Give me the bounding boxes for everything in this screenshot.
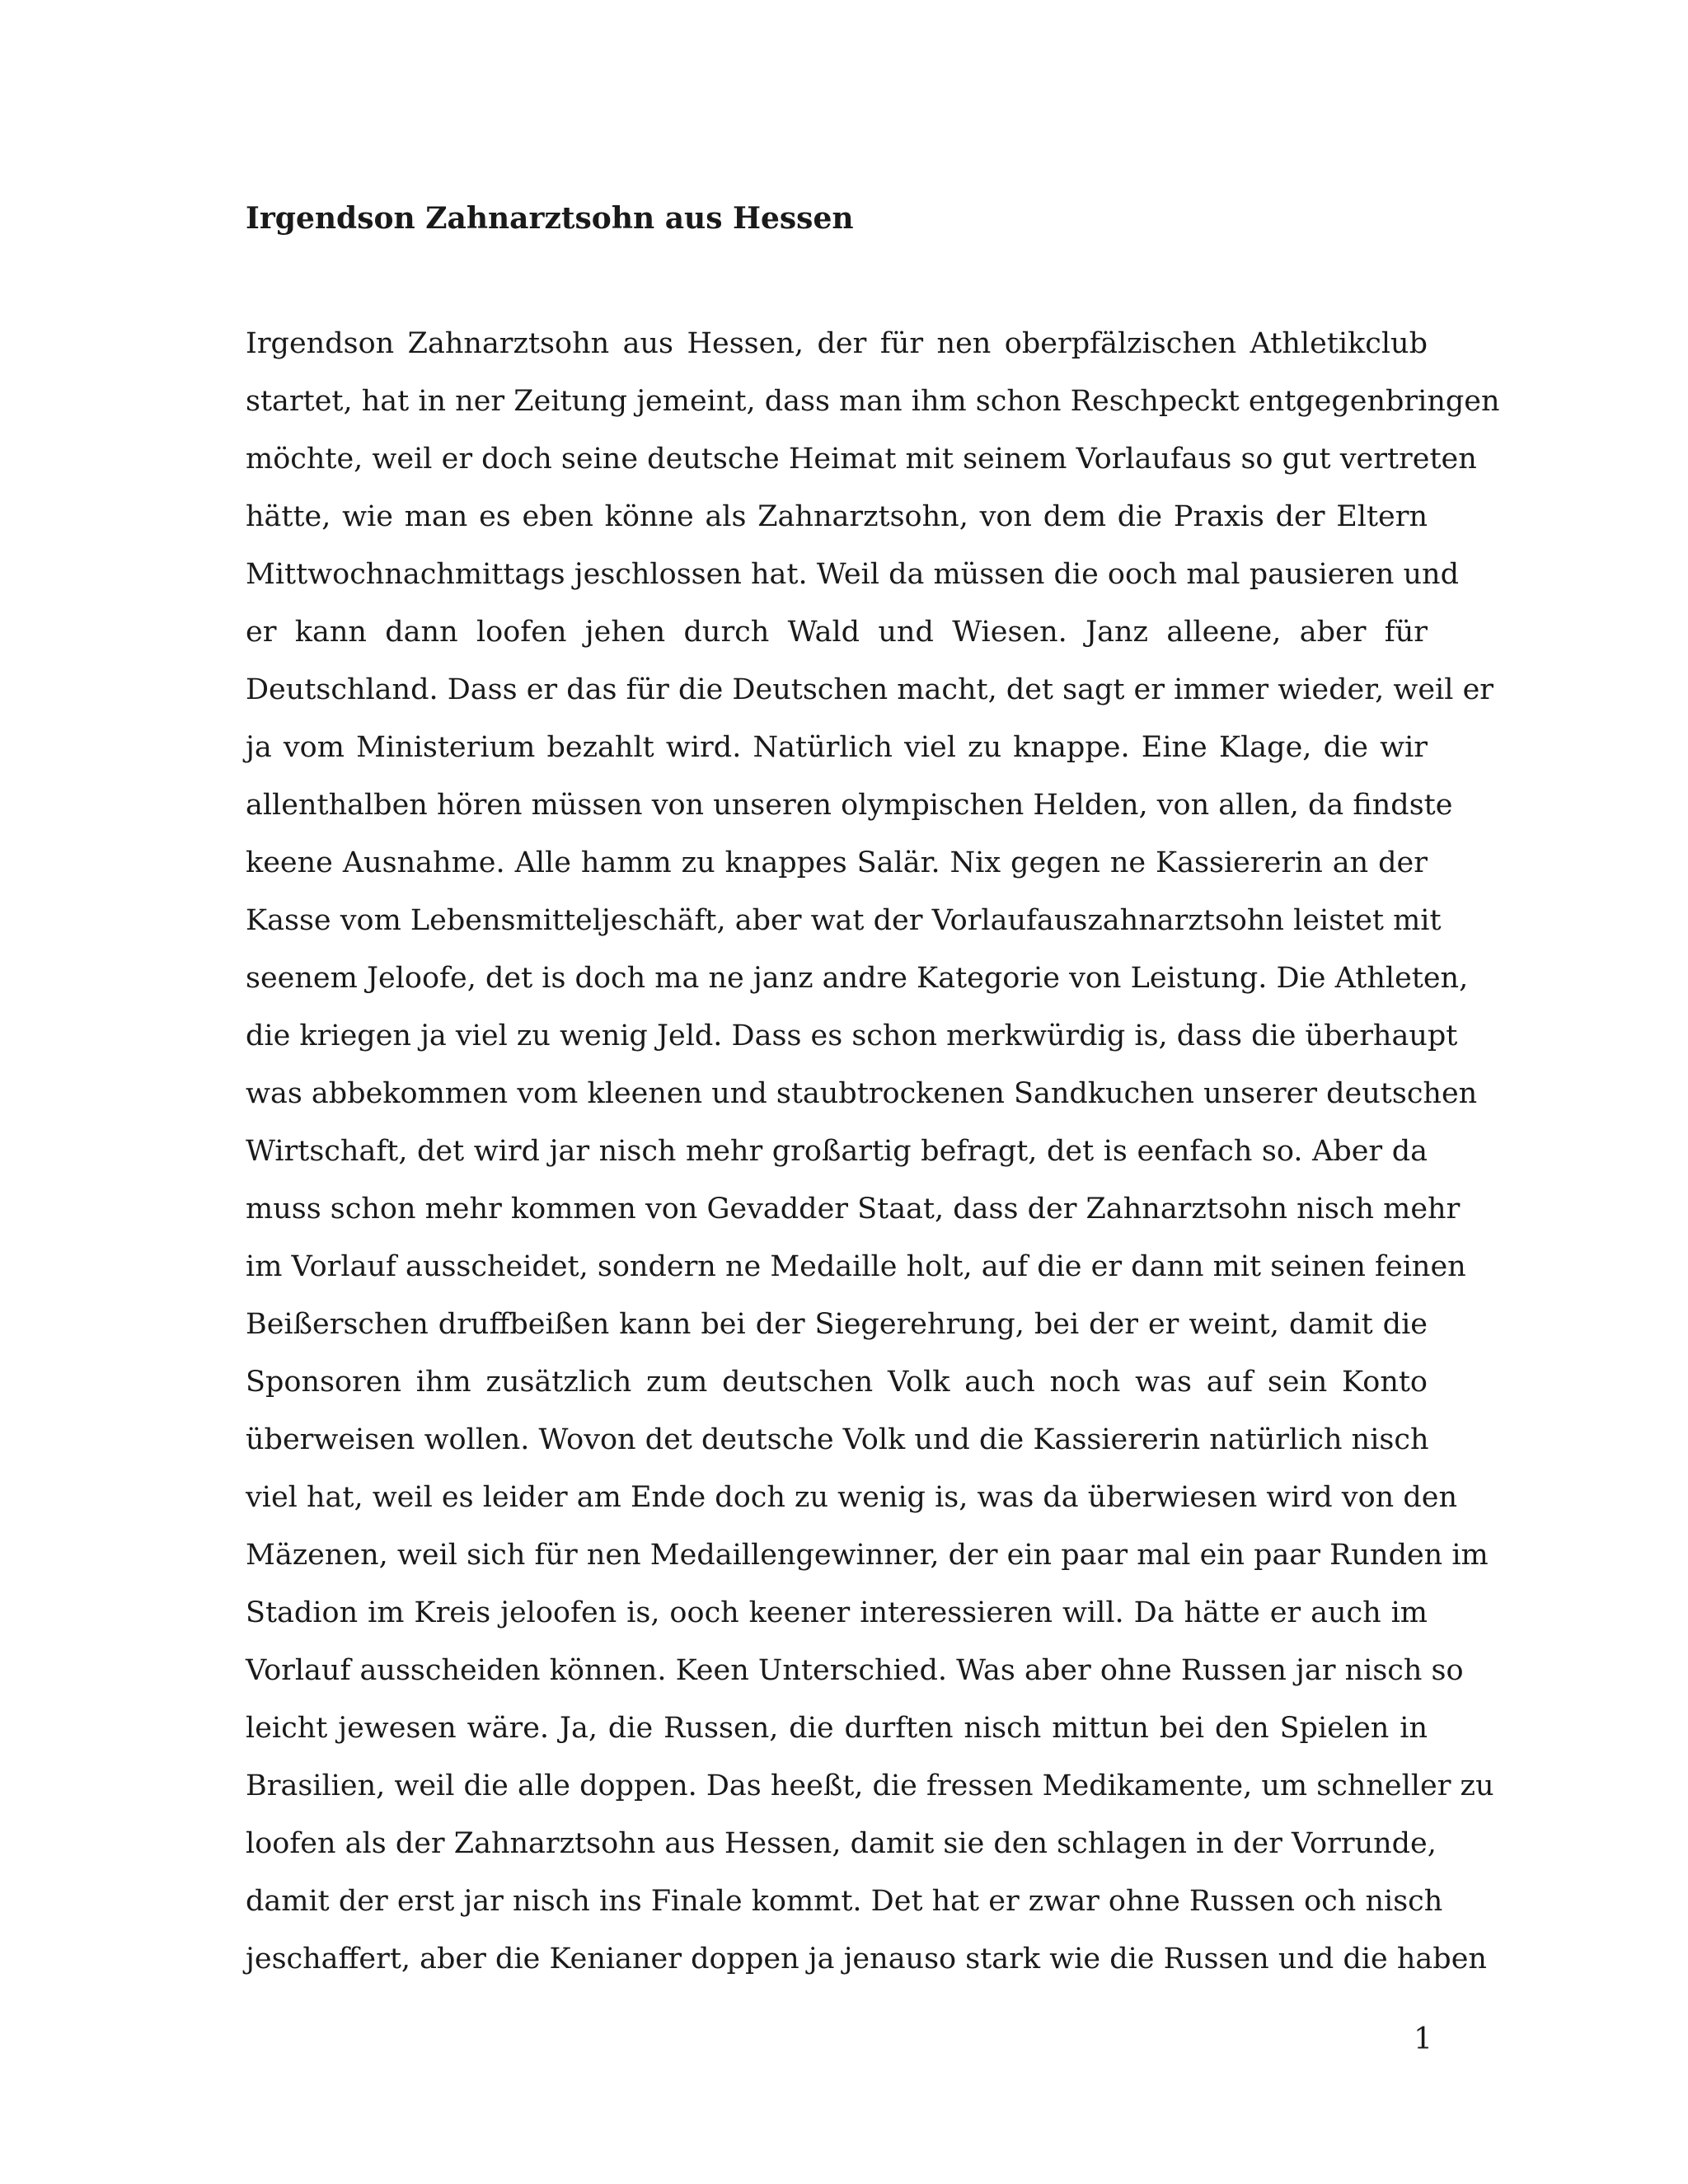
text-line: startet, hat in ner Zeitung jemeint, dass man ihm schon Reschpeckt entgegenbringen	[246, 385, 1500, 418]
text-line: Vorlauf ausscheiden können. Keen Unterschied. Was aber ohne Russen jar nisch so	[246, 1654, 1464, 1687]
text-line: überweisen wollen. Wovon det deutsche Volk und die Kassiererin natürlich nisch	[246, 1423, 1429, 1456]
body-text	[246, 315, 1500, 1988]
text-line: keene Ausnahme. Alle hamm zu knappes Salär. Nix gegen ne Kassiererin an der	[246, 846, 1428, 879]
text-line: hätte, wie man es eben könne als Zahnarztsohn, von dem die Praxis der Eltern	[246, 500, 1428, 533]
text-line: im Vorlauf ausscheidet, sondern ne Medaille holt, auf die er dann mit seinen feinen	[246, 1250, 1466, 1283]
text-line: leicht jewesen wäre. Ja, die Russen, die durften nisch mittun bei den Spielen in	[246, 1712, 1428, 1745]
text-line: er kann dann loofen jehen durch Wald und Wiesen. Janz alleene, aber für	[246, 616, 1428, 649]
text-line: Kasse vom Lebensmitteljeschäft, aber wat der Vorlaufauszahnarztsohn leistet mit	[246, 904, 1442, 937]
text-line: Deutschland. Dass er das für die Deutschen macht, det sagt er immer wieder, weil er	[246, 673, 1494, 706]
text-line: möchte, weil er doch seine deutsche Heimat mit seinem Vorlaufaus so gut vertreten	[246, 443, 1477, 476]
text-line: muss schon mehr kommen von Gevadder Staat, dass der Zahnarztsohn nisch mehr	[246, 1193, 1461, 1226]
text-line: jeschaffert, aber die Kenianer doppen ja jenauso stark wie die Russen und die haben	[246, 1943, 1487, 1975]
text-line: seenem Jeloofe, det is doch ma ne janz andre Kategorie von Leistung. Die Athleten,	[246, 962, 1469, 995]
text-line: ja vom Ministerium bezahlt wird. Natürlich viel zu knappe. Eine Klage, die wir	[246, 731, 1428, 764]
page-number: 1	[1414, 2022, 1432, 2056]
text-line: Irgendson Zahnarztsohn aus Hessen, der für nen oberpfälzischen Athletikclub	[246, 327, 1428, 360]
text-line: Wirtschaft, det wird jar nisch mehr großartig befragt, det is eenfach so. Aber da	[246, 1135, 1428, 1168]
text-line: viel hat, weil es leider am Ende doch zu wenig is, was da überwiesen wird von den	[246, 1481, 1457, 1514]
text-line: Beißerschen druffbeißen kann bei der Siegerehrung, bei der er weint, damit die	[246, 1308, 1428, 1341]
text-line: Sponsoren ihm zusätzlich zum deutschen Volk auch noch was auf sein Konto	[246, 1366, 1428, 1399]
text-line: allenthalben hören müssen von unseren olympischen Helden, von allen, da findste	[246, 789, 1453, 822]
text-line: loofen als der Zahnarztsohn aus Hessen, damit sie den schlagen in der Vorrunde,	[246, 1827, 1437, 1860]
text-line: Brasilien, weil die alle doppen. Das heeßt, die fressen Medikamente, um schneller zu	[246, 1769, 1494, 1802]
text-line: Mäzenen, weil sich für nen Medaillengewinner, der ein paar mal ein paar Runden im	[246, 1539, 1489, 1572]
text-line: was abbekommen vom kleenen und staubtrockenen Sandkuchen unserer deutschen	[246, 1077, 1478, 1110]
text-line: die kriegen ja viel zu wenig Jeld. Dass es schon merkwürdig is, dass die überhaupt	[246, 1019, 1458, 1052]
text-line: Mittwochnachmittags jeschlossen hat. Weil da müssen die ooch mal pausieren und	[246, 558, 1459, 591]
document-title: Irgendson Zahnarztsohn aus Hessen	[246, 201, 854, 236]
text-line: damit der erst jar nisch ins Finale kommt. Det hat er zwar ohne Russen och nisch	[246, 1885, 1443, 1918]
text-line: Stadion im Kreis jeloofen is, ooch keener interessieren will. Da hätte er auch im	[246, 1596, 1428, 1629]
